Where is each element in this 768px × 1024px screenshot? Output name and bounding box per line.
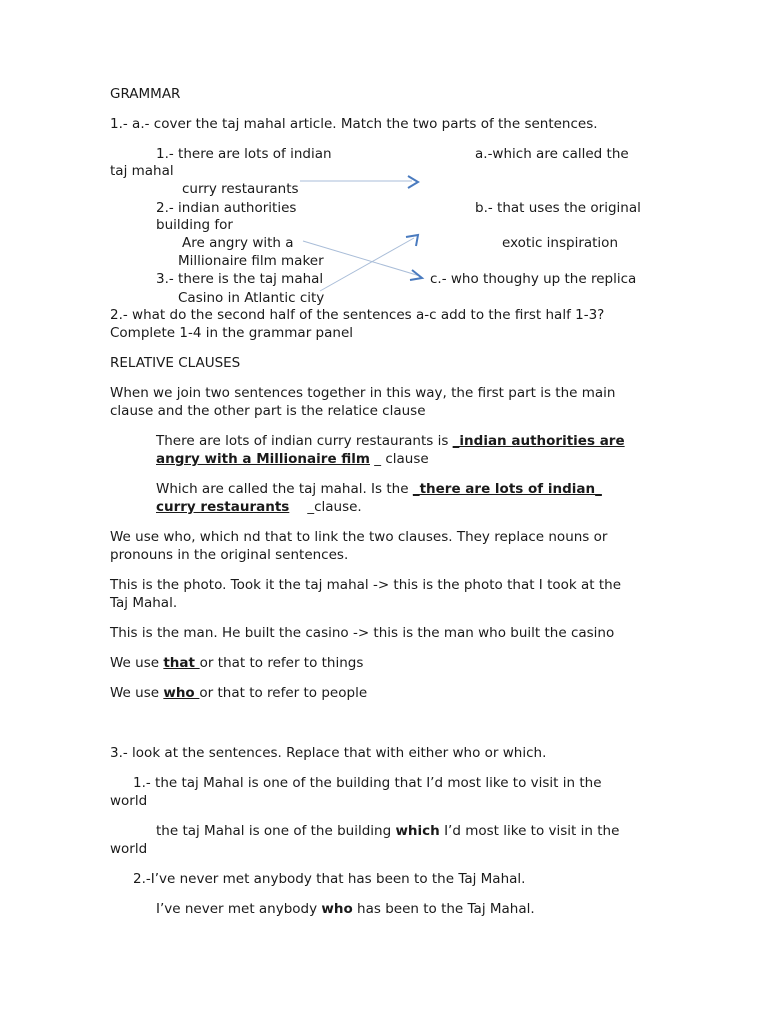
example-1-line2 <box>156 450 429 468</box>
photo-example-line2: Taj Mahal. <box>110 595 178 611</box>
answer-1-prefix: the taj Mahal is one of the building <box>156 823 396 839</box>
match-right-c-line1: c.- who thoughy up the replica <box>430 271 637 287</box>
match-left-2-line1: 2.- indian authorities <box>156 200 297 216</box>
use-rule-line1: We use who, which nd that to link the two clauses. They replace nouns or <box>110 529 608 545</box>
things-rule-suffix: or that to refer to things <box>199 655 364 671</box>
example-1-text: There are lots of indian curry restaurants is <box>156 433 453 449</box>
exercise-3-q1-line1: 1.- the taj Mahal is one of the building that I’d most like to visit in the <box>133 775 602 791</box>
answer-2-prefix: I’ve never met anybody <box>156 901 322 917</box>
match-left-2-line2: Are angry with a <box>182 235 294 251</box>
answer-1-suffix: I’d most like to visit in the <box>439 823 620 839</box>
example-2-clause: _clause. <box>307 499 362 515</box>
things-rule-prefix: We use <box>110 655 164 671</box>
grammar-heading: GRAMMAR <box>110 86 181 102</box>
people-answer: who <box>163 685 200 701</box>
people-rule-prefix: We use <box>110 685 164 701</box>
example-1-answer-b: angry with a Millionaire film <box>156 451 370 467</box>
things-answer: that <box>163 655 200 671</box>
example-1-answer-a: _indian authorities are <box>452 433 625 449</box>
example-1-clause: _ clause <box>370 451 429 467</box>
arrowhead-a-icon <box>408 176 418 188</box>
example-2-text: Which are called the taj mahal. Is the <box>156 481 413 497</box>
relative-clauses-title: RELATIVE CLAUSES <box>110 355 241 371</box>
example-2-line1 <box>156 480 602 498</box>
answer-2-word: who <box>321 901 353 917</box>
exercise-1-instruction: 1.- a.- cover the taj mahal article. Match the two parts of the sentences. <box>110 116 598 132</box>
arrowhead-b-icon <box>406 235 418 246</box>
exercise-3-instruction: 3.- look at the sentences. Replace that with either who or which. <box>110 745 547 761</box>
man-example: This is the man. He built the casino -> this is the man who built the casino <box>110 625 615 641</box>
exercise-3-a1-line1 <box>156 822 619 840</box>
match-left-1-line1: 1.- there are lots of indian <box>156 146 332 162</box>
example-2-answer-a: _there are lots of indian_ <box>412 481 602 497</box>
relative-intro-line1: When we join two sentences together in this way, the first part is the main <box>110 385 616 401</box>
match-right-b-line2: building for <box>156 217 233 233</box>
question-2-line2: Complete 1-4 in the grammar panel <box>110 325 353 341</box>
things-rule <box>110 654 363 672</box>
match-right-a-line1: a.-which are called the <box>475 146 629 162</box>
people-rule-suffix: or that to refer to people <box>199 685 368 701</box>
use-rule-line2: pronouns in the original sentences. <box>110 547 349 563</box>
photo-example-line1: This is the photo. Took it the taj mahal -> this is the photo that I took at the <box>110 577 622 593</box>
match-left-1-line2: curry restaurants <box>182 181 299 197</box>
relative-intro-line2: clause and the other part is the relatice clause <box>110 403 426 419</box>
match-left-2-line3: Millionaire film maker <box>178 253 324 269</box>
answer-1-word: which <box>395 823 440 839</box>
match-left-3-line1: 3.- there is the taj mahal <box>156 271 324 287</box>
people-rule <box>110 684 367 702</box>
exercise-3-q1-line2: world <box>110 793 148 809</box>
example-2-answer-b: curry restaurants <box>156 499 290 515</box>
answer-2-suffix: has been to the Taj Mahal. <box>352 901 535 917</box>
connector-3-b <box>320 238 414 291</box>
match-right-b-line1: b.- that uses the original <box>475 200 641 216</box>
match-right-b-line3: exotic inspiration <box>502 235 619 251</box>
example-2-line2 <box>156 498 362 516</box>
match-left-3-line2: Casino in Atlantic city <box>178 290 325 306</box>
exercise-3-q2: 2.-I’ve never met anybody that has been to the Taj Mahal. <box>133 871 526 887</box>
match-right-a-line2: taj mahal <box>110 163 174 179</box>
connector-2-c <box>303 241 420 276</box>
question-2-line1: 2.- what do the second half of the sentences a-c add to the first half 1-3? <box>110 307 605 323</box>
example-1-line1 <box>156 432 625 450</box>
exercise-3-a1-line2: world <box>110 841 148 857</box>
exercise-3-a2 <box>156 900 535 918</box>
